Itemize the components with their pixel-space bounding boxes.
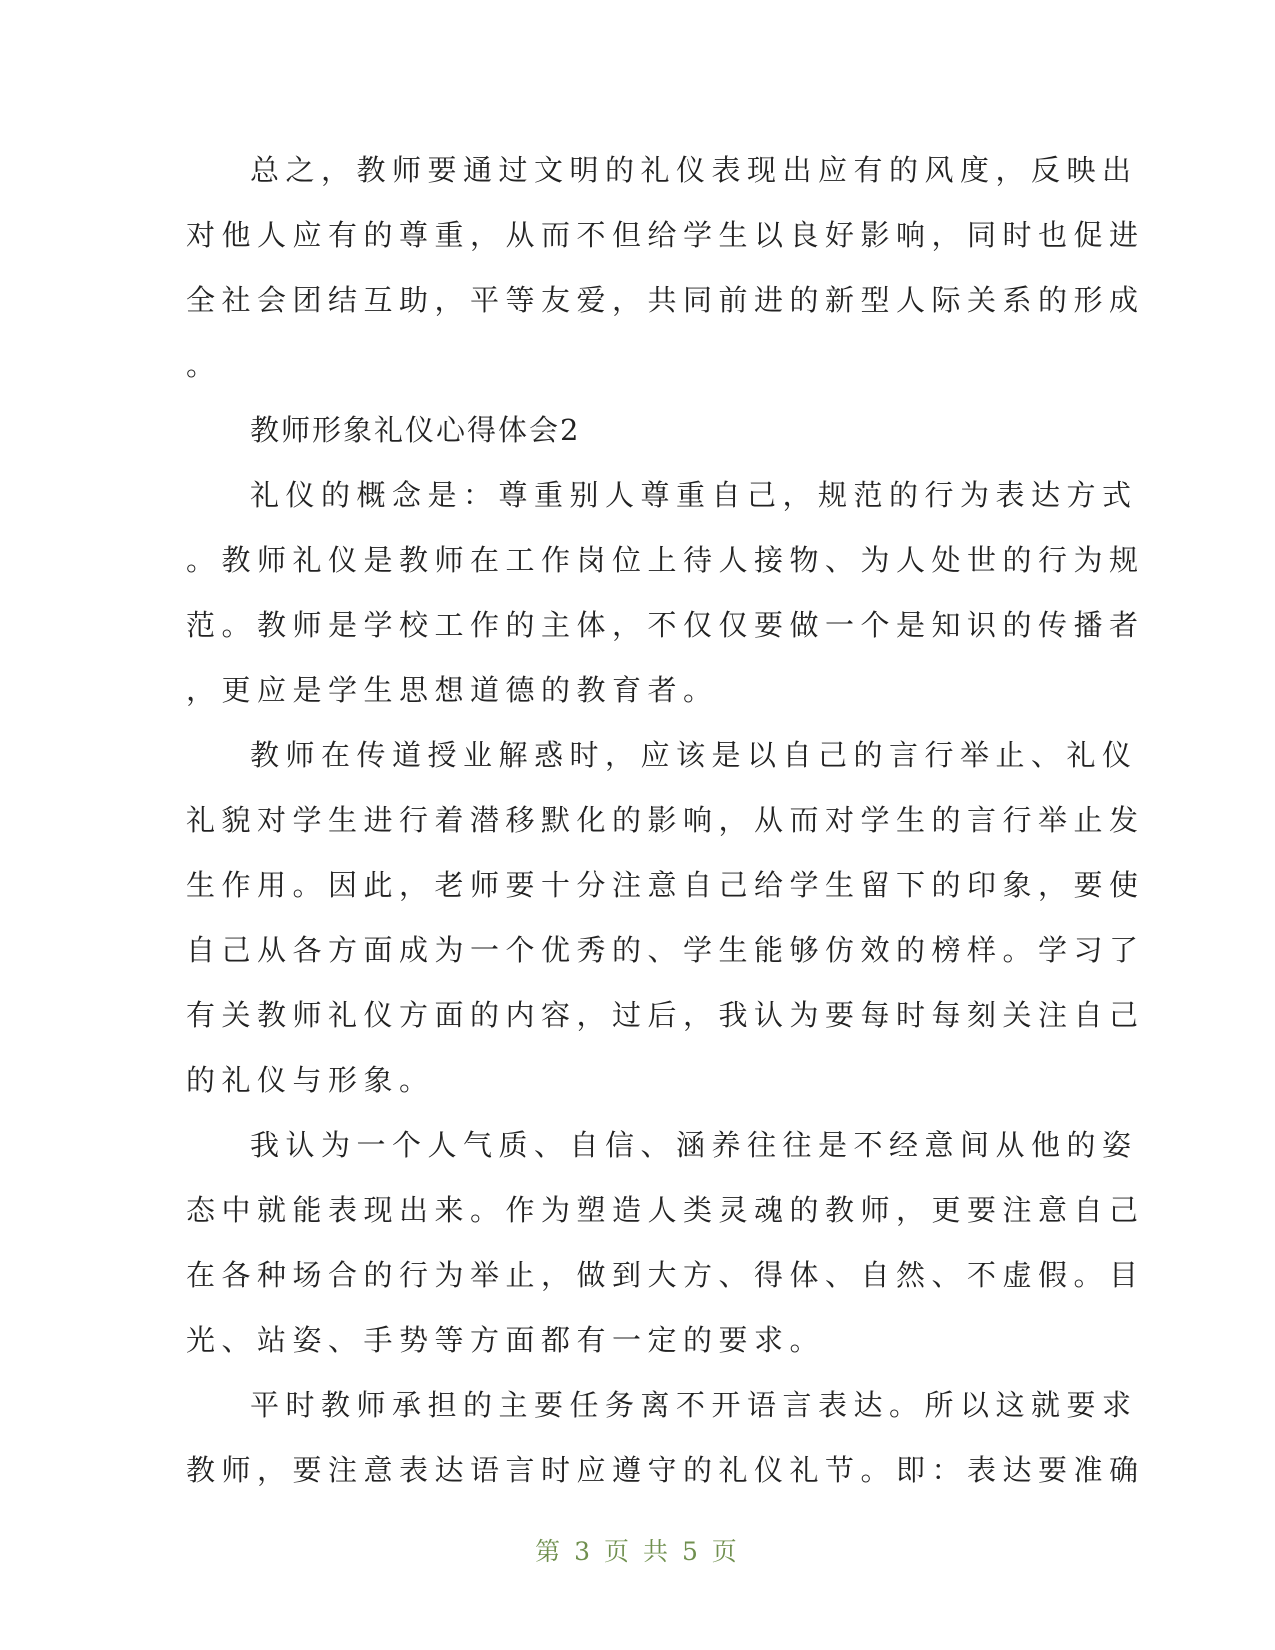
section-heading: 教师形象礼仪心得体会2 <box>250 413 581 447</box>
footer-suffix: 页 <box>711 1537 740 1566</box>
paragraph-line: 范。教师是学校工作的主体，不仅仅要做一个是知识的传播者 <box>186 608 1145 642</box>
paragraph-line: 在各种场合的行为举止，做到大方、得体、自然、不虚假。目 <box>186 1258 1145 1292</box>
paragraph-line: 态中就能表现出来。作为塑造人类灵魂的教师，更要注意自己 <box>186 1193 1145 1227</box>
footer-prefix: 第 <box>535 1537 564 1566</box>
footer-page-word: 页 <box>604 1537 633 1566</box>
paragraph-line: 教师在传道授业解惑时，应该是以自己的言行举止、礼仪 <box>250 738 1138 772</box>
footer-total-word: 共 <box>642 1537 671 1566</box>
paragraph-line: 自己从各方面成为一个优秀的、学生能够仿效的榜样。学习了 <box>186 933 1145 967</box>
paragraph-line: 有关教师礼仪方面的内容，过后，我认为要每时每刻关注自己 <box>186 998 1145 1032</box>
paragraph-line: 教师，要注意表达语言时应遵守的礼仪礼节。即：表达要准确 <box>186 1453 1145 1487</box>
paragraph-line: 平时教师承担的主要任务离不开语言表达。所以这就要求 <box>250 1388 1138 1422</box>
footer-total-pages: 5 <box>681 1537 701 1566</box>
paragraph-line: 。 <box>186 348 222 382</box>
paragraph-line: 礼仪的概念是：尊重别人尊重自己，规范的行为表达方式 <box>250 478 1138 512</box>
paragraph-line: 生作用。因此，老师要十分注意自己给学生留下的印象，要使 <box>186 868 1145 902</box>
paragraph-line: 礼貌对学生进行着潜移默化的影响，从而对学生的言行举止发 <box>186 803 1145 837</box>
document-body <box>186 138 1145 1503</box>
paragraph-line: 对他人应有的尊重，从而不但给学生以良好影响，同时也促进 <box>186 218 1145 252</box>
page-footer <box>0 1532 1275 1568</box>
paragraph-line: ，更应是学生思想道德的教育者。 <box>186 673 719 707</box>
paragraph-line: 的礼仪与形象。 <box>186 1063 435 1097</box>
paragraph-line: 全社会团结互助，平等友爱，共同前进的新型人际关系的形成 <box>186 283 1145 317</box>
paragraph-line: 。教师礼仪是教师在工作岗位上待人接物、为人处世的行为规 <box>186 543 1145 577</box>
paragraph-line: 总之，教师要通过文明的礼仪表现出应有的风度，反映出 <box>250 153 1138 187</box>
paragraph-line: 光、站姿、手势等方面都有一定的要求。 <box>186 1323 826 1357</box>
footer-current-page: 3 <box>574 1537 594 1566</box>
paragraph-line: 我认为一个人气质、自信、涵养往往是不经意间从他的姿 <box>250 1128 1138 1162</box>
